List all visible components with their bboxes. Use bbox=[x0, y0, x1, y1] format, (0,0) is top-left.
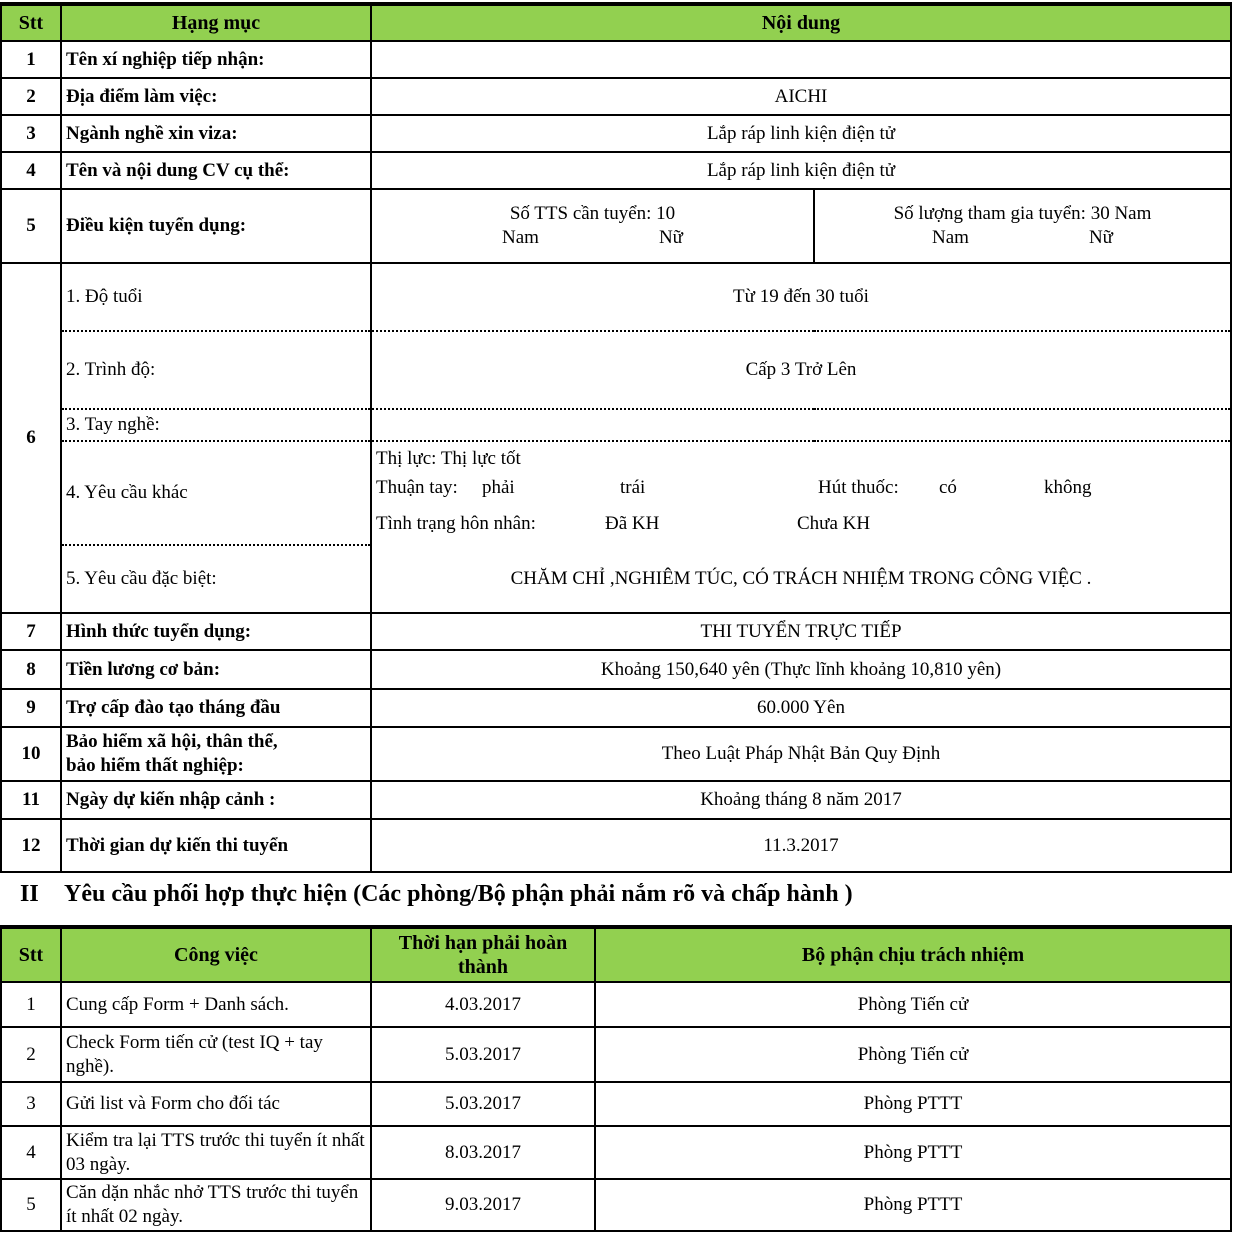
table-row: 2 Địa điểm làm việc: AICHI bbox=[1, 78, 1231, 115]
table-row: 5. Yêu cầu đặc biệt: CHĂM CHỈ ,NGHIÊM TÚC, CÓ TRÁCH NHIỆM TRONG CÔNG VIỆC . bbox=[1, 545, 1231, 613]
participants-cell: Số lượng tham gia tuyển: 30 Nam Nam Nữ bbox=[814, 189, 1231, 263]
trainee-needed-cell: Số TTS cần tuyển: 10 Nam Nữ bbox=[371, 189, 814, 263]
coordination-table bbox=[0, 925, 1232, 1232]
other-requirements-cell: Thị lực: Thị lực tốt Thuận tay: phải trái Hút thuốc: có không Tình trạng hôn nhân: Đã KH Chưa KH bbox=[371, 441, 1231, 545]
table-row: 3 Gửi list và Form cho đối tác 5.03.2017 Phòng PTTT bbox=[1, 1082, 1231, 1126]
table-row: 11 Ngày dự kiến nhập cảnh : Khoảng tháng 8 năm 2017 bbox=[1, 781, 1231, 819]
header-dept: Bộ phận chịu trách nhiệm bbox=[595, 927, 1231, 982]
table-row: 2 Check Form tiến cử (test IQ + tay nghề). 5.03.2017 Phòng Tiến cử bbox=[1, 1027, 1231, 1082]
table-row: 4 Tên và nội dung CV cụ thể: Lắp ráp linh kiện điện tử bbox=[1, 152, 1231, 189]
header-task: Công việc bbox=[61, 927, 371, 982]
table-row: 12 Thời gian dự kiến thi tuyển 11.3.2017 bbox=[1, 819, 1231, 872]
table-row: 2. Trình độ: Cấp 3 Trở Lên bbox=[1, 331, 1231, 409]
table-row: 7 Hình thức tuyển dụng: THI TUYỂN TRỰC TIẾP bbox=[1, 613, 1231, 650]
table-row: 5 Căn dặn nhắc nhở TTS trước thi tuyển ít nhất 02 ngày. 9.03.2017 Phòng PTTT bbox=[1, 1179, 1231, 1231]
table-row: 9 Trợ cấp đào tạo tháng đầu 60.000 Yên bbox=[1, 689, 1231, 727]
header-item: Hạng mục bbox=[61, 4, 371, 41]
table-row: 6 1. Độ tuổi Từ 19 đến 30 tuổi bbox=[1, 263, 1231, 331]
section-heading: II Yêu cầu phối hợp thực hiện (Các phòng/Bộ phận phải nắm rõ và chấp hành ) bbox=[20, 881, 853, 907]
header-stt: Stt bbox=[1, 4, 61, 41]
header-content: Nội dung bbox=[371, 4, 1231, 41]
table-row: 10 Bảo hiểm xã hội, thân thể, bảo hiểm thất nghiệp: Theo Luật Pháp Nhật Bản Quy Định bbox=[1, 727, 1231, 781]
table-row: 3 Ngành nghề xin viza: Lắp ráp linh kiện điện tử bbox=[1, 115, 1231, 152]
header-deadline: Thời hạn phải hoàn thành bbox=[371, 927, 595, 982]
table-row: 8 Tiền lương cơ bản: Khoảng 150,640 yên (Thực lĩnh khoảng 10,810 yên) bbox=[1, 650, 1231, 689]
table-row: 1 Cung cấp Form + Danh sách. 4.03.2017 Phòng Tiến cử bbox=[1, 982, 1231, 1027]
table-row: 4. Yêu cầu khác Thị lực: Thị lực tốt Thuận tay: phải trái Hút thuốc: có không Tình trạng hôn nhân: Đã KH Chưa KH bbox=[1, 441, 1231, 545]
table-row: 4 Kiểm tra lại TTS trước thi tuyển ít nhất 03 ngày. 8.03.2017 Phòng PTTT bbox=[1, 1126, 1231, 1179]
header-stt: Stt bbox=[1, 927, 61, 982]
table-row: 5 Điều kiện tuyển dụng: Số TTS cần tuyển: 10 Nam Nữ Số lượng tham gia tuyển: 30 Nam Nam Nữ bbox=[1, 189, 1231, 263]
table-row: 3. Tay nghề: bbox=[1, 409, 1231, 441]
table-row: 1 Tên xí nghiệp tiếp nhận: bbox=[1, 41, 1231, 78]
recruitment-conditions-table bbox=[0, 2, 1232, 873]
